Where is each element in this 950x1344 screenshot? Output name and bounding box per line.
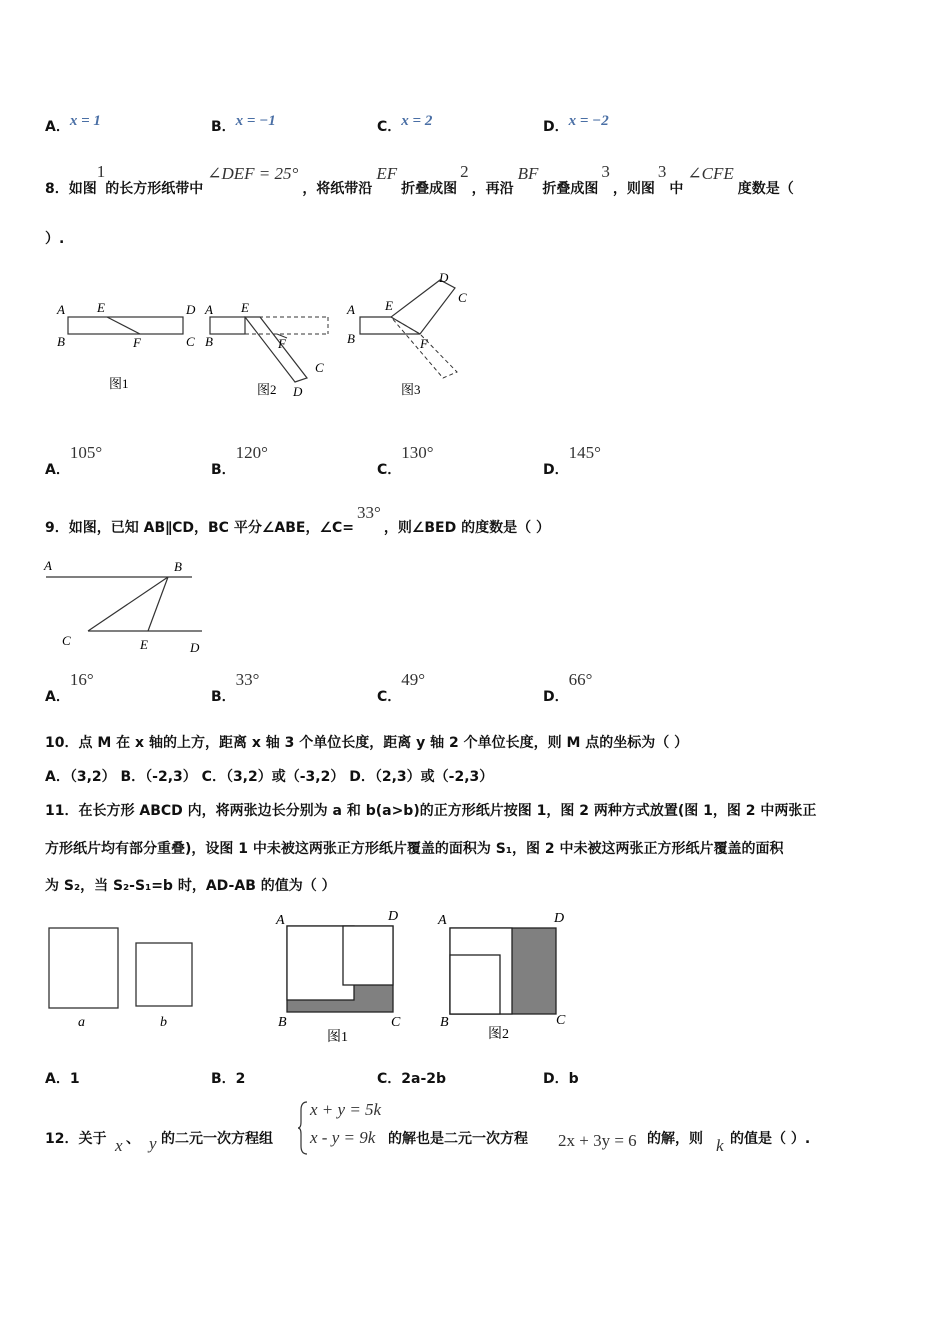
- fig1-caption: 图1: [327, 1030, 348, 1045]
- fig3-label-d: D: [439, 270, 449, 285]
- q10-options: A．（3,2） B．（-2,3） C．（3,2）或（-3,2） D．（2,3）或（-2,3）: [45, 769, 494, 785]
- q9-line-bc: [88, 577, 168, 631]
- q11-line3: 为 S₂，当 S₂-S₁=b 时，AD-AB 的值为（ ）: [45, 878, 336, 894]
- fig1-label-a: A: [276, 913, 285, 928]
- q8-question-end: ）.: [45, 231, 65, 247]
- q9-label-d: D: [190, 640, 200, 655]
- q9-option-a: A．16°: [45, 670, 94, 705]
- fig2-label-a: A: [438, 913, 447, 928]
- q12-var-y: y: [149, 1134, 157, 1153]
- label-a: a: [78, 1015, 85, 1030]
- q12-sep: 、: [126, 1131, 140, 1147]
- fig1-crease-ef: [107, 317, 140, 334]
- q12-eq3: 2x + 3y = 6: [558, 1131, 637, 1150]
- q11-option-b: B．2: [211, 1071, 246, 1087]
- q8-figures: [45, 268, 485, 408]
- q12-var-x: x: [115, 1136, 123, 1155]
- q12-text3: 的解也是二元一次方程: [388, 1131, 528, 1147]
- fig2-square-b: [450, 955, 500, 1014]
- q11-option-d: D．b: [543, 1071, 579, 1087]
- fig1-strip: [68, 317, 183, 334]
- q11-figures: [40, 900, 580, 1050]
- q7-option-a: A．x = 1: [45, 113, 101, 135]
- q12-brace: [297, 1100, 309, 1156]
- label-b: b: [160, 1015, 167, 1030]
- q12-intro: 12．关于: [45, 1131, 107, 1147]
- fig1-label-d: D: [388, 909, 399, 924]
- fig3-label-b: B: [347, 331, 355, 346]
- q9-option-d: D．66°: [543, 670, 593, 705]
- q9-figure: [40, 555, 220, 655]
- q7-option-b: B．x = −1: [211, 113, 276, 135]
- q11-option-a: A．1: [45, 1071, 80, 1087]
- fig3-label-f: F: [420, 336, 428, 351]
- fig2-label-a: A: [205, 302, 213, 317]
- q8-option-a: A．105°: [45, 443, 103, 478]
- q12-var-k: k: [716, 1136, 724, 1155]
- fig1-caption: 图1: [109, 376, 129, 391]
- square-b: [136, 943, 192, 1006]
- fig1-label-b: B: [57, 334, 65, 349]
- q11-option-c: C．2a-2b: [377, 1071, 447, 1087]
- fig1-label-e: E: [97, 300, 105, 315]
- q11-line1: 11．在长方形 ABCD 内，将两张边长分别为 a 和 b(a>b)的正方形纸片按图 1，图 2 两种方式放置(图 1，图 2 中两张正: [45, 803, 817, 819]
- q9-option-c: C．49°: [377, 670, 426, 705]
- q8-question: 8．如图1的长方形纸带中∠DEF = 25°，将纸带沿EF折叠成图2，再沿BF折叠成图3，则图3中∠CFE度数是（: [45, 162, 794, 197]
- q8-option-c: C．130°: [377, 443, 434, 478]
- q10-question: 10．点 M 在 x 轴的上方，距离 x 轴 3 个单位长度，距离 y 轴 2 个单位长度，则 M 点的坐标为（ ）: [45, 735, 689, 751]
- q8-option-b: B．120°: [211, 443, 268, 478]
- fig2-label-e: E: [241, 300, 249, 315]
- fig2-label-b: B: [440, 1015, 449, 1030]
- fig1-label-d: D: [186, 302, 196, 317]
- fig2-caption: 图2: [488, 1027, 509, 1042]
- fig1-square-b: [343, 926, 393, 985]
- square-a: [49, 928, 118, 1008]
- q7-option-d: D．x = −2: [543, 113, 609, 135]
- fig3-strip: [360, 317, 391, 334]
- fig3-label-e: E: [385, 298, 393, 313]
- q12-text4: 的解，则: [647, 1131, 703, 1147]
- q9-line-be: [148, 577, 168, 631]
- fig2-label-c: C: [315, 360, 324, 375]
- fig3-caption: 图3: [401, 382, 421, 397]
- fig2-label-c: C: [556, 1013, 566, 1028]
- fig2-label-f: F: [278, 336, 286, 351]
- q8-option-d: D．145°: [543, 443, 601, 478]
- fig1-label-b: B: [278, 1015, 287, 1030]
- q12-text5: 的值是（ ）.: [730, 1131, 811, 1147]
- q9-label-b: B: [174, 559, 182, 574]
- fig2-label-d: D: [554, 911, 565, 926]
- fig3-label-c: C: [458, 290, 467, 305]
- q12-eq1: x + y = 5k: [310, 1100, 382, 1119]
- fig1-label-a: A: [57, 302, 65, 317]
- q9-option-b: B．33°: [211, 670, 260, 705]
- q9-label-e: E: [140, 637, 148, 652]
- q11-line2: 方形纸片均有部分重叠)，设图 1 中未被这两张正方形纸片覆盖的面积为 S₁，图 2 中未被这两张正方形纸片覆盖的面积: [45, 841, 784, 857]
- fig2-folded-part: [245, 317, 307, 382]
- fig2-label-d: D: [293, 384, 303, 399]
- fig3-folded-part: [391, 280, 455, 334]
- fig1-label-c: C: [186, 334, 195, 349]
- q12-text2: 的二元一次方程组: [161, 1131, 273, 1147]
- fig1-label-c: C: [391, 1015, 401, 1030]
- q7-option-c: C．x = 2: [377, 113, 433, 135]
- fig3-label-a: A: [347, 302, 355, 317]
- q9-label-a: A: [44, 558, 52, 573]
- q12-eq2: x - y = 9k: [310, 1128, 376, 1147]
- fig1-label-f: F: [133, 335, 141, 350]
- q9-label-c: C: [62, 633, 71, 648]
- fig2-label-b: B: [205, 334, 213, 349]
- q9-question: 9．如图，已知 AB∥CD，BC 平分∠ABE，∠C=33°，则∠BED 的度数是（ ）: [45, 503, 550, 536]
- fig2-strip: [210, 317, 245, 334]
- fig2-caption: 图2: [257, 382, 277, 397]
